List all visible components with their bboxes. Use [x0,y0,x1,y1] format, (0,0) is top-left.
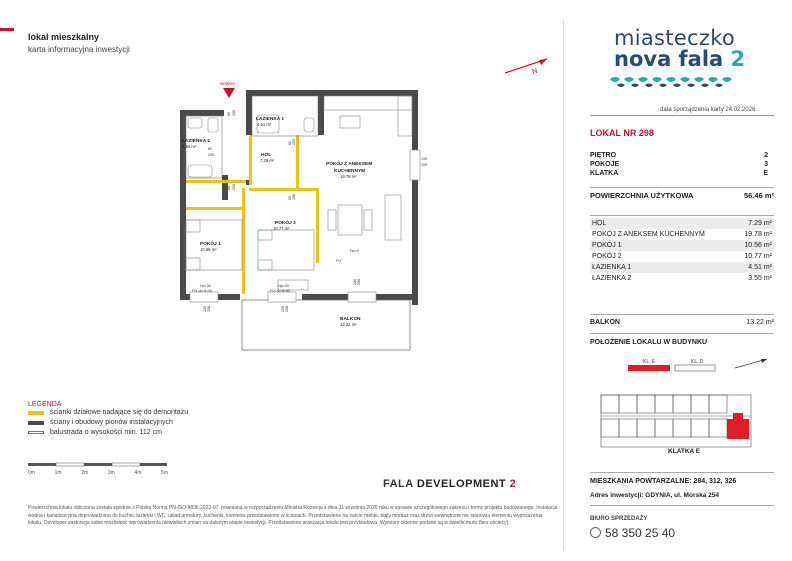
svg-text:200: 200 [232,110,236,116]
divider [590,472,774,473]
footer-disclaimer: Powierzchnia lokalu obliczona została zgodnie z Polską Normą PN-ISO 9836:2022-07, powołaną w rozporządzeniu Ministra Rozwoju z dnia 11 września 2020 roku w sprawie szczegółowego zakresu i formy projektu budowlanego. Instalacja wodna i kanalizacyjna doprowadzona do kuchni, łazienki i WC, układ armatury, kuchenki, kominów przedstawiono w ścianach. Przedstawione na karcie meble, bialy montaż oraz drzwi wewnętrzne nie stanowią elementu wyposażenia lokalu. Developer zastrzega sobie możliwość wprowadzenia niewielkich zmian na dalszym etapie inwestycji. Przedstawiona aranżacja lokalu jest przykładowa. Wymiary okienne podane są w świetle muru (bez ościeży). [28,505,558,526]
plan-room-label: POKÓJ 2 [275,221,296,226]
legend-swatch-icon [28,421,44,425]
plan-room-area: 10.56 m² [200,247,217,252]
svg-text:FIX do H=90: FIX do H=90 [270,289,291,293]
legend-item: ściany i obudowy pionów instalacyjnych [28,419,173,426]
logo-line2: nova fala 2 [614,47,746,71]
plan-room-label: POKÓJ 1 [200,242,221,247]
phone-number[interactable]: 58 350 25 40 [605,526,676,540]
stairwell-label: KLATKA E [668,448,701,455]
plan-room-area: 10.77 m² [273,226,290,231]
svg-text:200: 200 [208,153,214,157]
divider [590,505,774,506]
room-row: POKÓJ 2 10.77 m² [592,253,772,260]
divider [590,333,774,334]
room-row: POKÓJ 1 10.56 m² [592,242,772,249]
plan-room-area: 19.78 m² [340,174,357,179]
svg-text:200: 200 [292,194,296,200]
room-row: ŁAZIENKA 1 4.51 m² [592,264,772,271]
legend-swatch-icon [28,411,44,415]
divider [590,215,774,216]
room-row: HOL 7.29 m² [592,220,772,227]
divider [590,314,774,315]
room-row: ŁAZIENKA 2 3.55 m² [592,275,772,282]
entrance-arrow-icon [223,88,235,98]
plan-room-area: 7.29 m² [260,158,275,163]
svg-text:80: 80 [227,186,231,190]
svg-text:135: 135 [203,306,207,312]
legend-item: balustrada o wysokości min. 112 cm [28,429,162,436]
svg-text:206: 206 [421,163,427,167]
svg-text:80: 80 [288,196,292,200]
svg-text:Hp=0: Hp=0 [350,249,359,253]
developer-logo: FALA DEVELOPMENT 2 [383,478,517,490]
svg-text:90: 90 [227,112,231,116]
plan-room-label: HOL [261,153,272,158]
floor-plan [160,80,430,355]
sales-office-label: BIURO SPRZEDAŻY [590,516,648,522]
svg-text:Hp=30: Hp=30 [278,284,289,288]
plan-room-label: ŁAZIENKA 2 [182,139,211,144]
svg-text:80: 80 [288,141,292,145]
svg-text:236: 236 [353,279,357,285]
legend-swatch-icon [28,431,44,434]
svg-text:80: 80 [208,147,212,151]
plan-room-label: POKÓJ Z ANEKSEM [326,162,373,167]
plan-room-area: 4.51 m² [257,122,272,127]
svg-text:N: N [531,67,539,76]
date-label: data sporządzenia karty 24.02.2026 [660,107,756,113]
room-row: POKÓJ Z ANEKSEM KUCHENNYM 19.78 m² [592,231,772,238]
balcony-row: BALKON 13.22 m² [590,319,774,326]
logo-waves-icon [610,76,740,88]
plan-room-area: 13.22 m² [340,322,357,327]
legend-item: ścianki działowe nadające się do demontażu [28,409,188,416]
svg-text:135: 135 [421,157,427,161]
position-title: POŁOŻENIE LOKALU W BUDYNKU [590,339,708,346]
lokal-number: LOKAL NR 298 [590,128,654,138]
repeat-units: MIESZKANIA POWTARZALNE: 284, 312, 326 [590,478,737,485]
plan-room-label: ŁAZIENKA 1 [256,117,285,122]
plan-room-label: KUCHENNYM [334,169,366,174]
svg-text:200: 200 [292,139,296,145]
scale-labels: 0m 1m 2m 3m 4m 5m [28,470,168,476]
address: Adres inwestycji: GDYNIA, ul. Morska 254 [590,492,719,499]
header-accent [0,28,14,31]
page-subtitle: karta informacyjna inwestycji [28,45,130,54]
scale-bar [28,462,168,468]
logo-line1: miasteczko [614,26,736,50]
building-position-diagram [595,355,775,450]
plan-room-area: 3.55 m² [182,144,197,149]
divider [563,20,564,550]
detail-row-stairwell: KLATKA E [590,170,768,177]
entrance-label: wejście [220,81,235,86]
detail-row-rooms: POKOJE 3 [590,161,768,168]
page-title: lokal mieszkalny [28,32,100,42]
svg-text:200: 200 [232,184,236,190]
svg-text:FIX: FIX [336,259,342,263]
svg-text:135: 135 [281,306,285,312]
svg-text:208: 208 [285,306,289,312]
plan-room-label: BALKON [340,317,361,322]
svg-text:FIX do H=90: FIX do H=90 [192,289,213,293]
divider [590,187,774,188]
phone-icon [590,527,601,538]
stairwell-e-label: KL. E [643,359,656,365]
svg-text:208: 208 [357,279,361,285]
stairwell-d-label: KL. D [691,359,704,365]
detail-row-floor: PIĘTRO 2 [590,152,768,159]
divider [590,115,774,116]
north-arrow-icon [503,55,553,77]
legend-title: LEGENDA [28,401,62,408]
svg-text:208: 208 [207,306,211,312]
svg-text:Hp=30: Hp=30 [200,284,211,288]
usable-area-row: POWIERZCHNIA UŻYTKOWA 56.46 m² [590,191,774,200]
